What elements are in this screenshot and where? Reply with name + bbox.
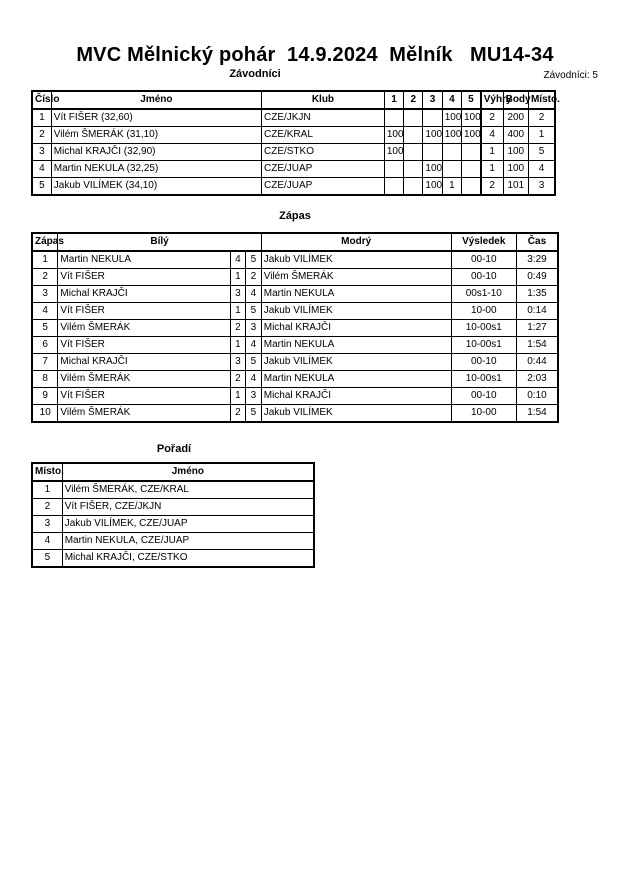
ranking-heading: Pořadí (156, 443, 192, 455)
competitor-number: 5 (32, 178, 51, 196)
match-blue-name: Jakub VILÍMEK (261, 354, 451, 371)
ranking-row (32, 516, 314, 533)
match-number: 6 (32, 337, 58, 354)
match-blue-name: Vilém ŠMERÁK (261, 269, 451, 286)
match-result: 00s1-10 (451, 286, 516, 303)
match-white-name: Vít FIŠER (58, 303, 230, 320)
competitor-club: CZE/JKJN (261, 109, 384, 127)
match-result: 10-00s1 (451, 320, 516, 337)
competitor-row (32, 127, 555, 144)
competitor-name: Michal KRAJČI (32,90) (51, 144, 261, 161)
competitor-name: Jakub VILÍMEK (34,10) (51, 178, 261, 196)
match-blue-number: 5 (246, 303, 262, 320)
match-white-name: Martin NEKULA (58, 251, 230, 269)
match-result: 10-00s1 (451, 371, 516, 388)
competitors-count: Závodníci: 5 (543, 70, 598, 81)
competitor-club: CZE/STKO (261, 144, 384, 161)
col-number: Číslo (32, 91, 51, 109)
match-white-name: Vilém ŠMERÁK (58, 371, 230, 388)
match-blue-number: 3 (246, 320, 262, 337)
match-white-name: Vilém ŠMERÁK (58, 320, 230, 337)
competitor-round-5: 100 (461, 127, 480, 144)
match-number: 10 (32, 405, 58, 423)
match-white-name: Michal KRAJČI (58, 354, 230, 371)
match-row (32, 405, 558, 423)
match-blue-name: Martin NEKULA (261, 286, 451, 303)
match-white-name: Vít FIŠER (58, 269, 230, 286)
match-blue-number: 5 (246, 354, 262, 371)
competitor-wins: 1 (481, 161, 503, 178)
match-white-number: 1 (230, 337, 246, 354)
match-row (32, 337, 558, 354)
ranking-row (32, 481, 314, 499)
match-time: 0:49 (516, 269, 558, 286)
ranking-place: 4 (32, 533, 62, 550)
col-name: Jméno (51, 91, 261, 109)
competitor-name: Martin NEKULA (32,25) (51, 161, 261, 178)
match-white-number: 1 (230, 269, 246, 286)
col-rank-place: Místo. (32, 463, 62, 481)
match-white-number: 2 (230, 320, 246, 337)
competitor-wins: 2 (481, 109, 503, 127)
match-number: 4 (32, 303, 58, 320)
match-blue-number: 5 (246, 251, 262, 269)
competitor-name: Vít FIŠER (32,60) (51, 109, 261, 127)
ranking-row (32, 550, 314, 568)
col-round-1: 1 (384, 91, 403, 109)
match-number: 5 (32, 320, 58, 337)
match-result: 00-10 (451, 251, 516, 269)
col-points: Body (503, 91, 528, 109)
match-blue-name: Michal KRAJČI (261, 320, 451, 337)
col-place: Místo. (528, 91, 555, 109)
match-time: 2:03 (516, 371, 558, 388)
match-blue-number: 3 (246, 388, 262, 405)
match-number: 1 (32, 251, 58, 269)
match-white-number: 4 (230, 251, 246, 269)
matches-heading: Zápas (279, 210, 311, 222)
competitors-heading: Závodníci (229, 68, 281, 80)
match-white-name: Vít FIŠER (58, 337, 230, 354)
ranking-place: 2 (32, 499, 62, 516)
match-blue-name: Martin NEKULA (261, 337, 451, 354)
competitor-round-1 (384, 109, 403, 127)
competitor-wins: 4 (481, 127, 503, 144)
col-club: Klub (261, 91, 384, 109)
competitor-number: 1 (32, 109, 51, 127)
competitor-round-3: 100 (423, 161, 442, 178)
match-white-number: 3 (230, 354, 246, 371)
match-blue-name: Jakub VILÍMEK (261, 405, 451, 423)
match-result: 00-10 (451, 269, 516, 286)
col-rank-name: Jméno (62, 463, 314, 481)
competitor-club: CZE/JUAP (261, 178, 384, 196)
competitor-round-2 (404, 109, 423, 127)
competitor-round-4 (442, 161, 461, 178)
match-number: 3 (32, 286, 58, 303)
ranking-row (32, 499, 314, 516)
ranking-place: 1 (32, 481, 62, 499)
ranking-table (31, 462, 315, 568)
competitor-name: Vilém ŠMERÁK (31,10) (51, 127, 261, 144)
competitor-round-4 (442, 144, 461, 161)
competitor-round-3 (423, 144, 442, 161)
competitor-number: 3 (32, 144, 51, 161)
col-match-no: Zápas (32, 233, 58, 251)
match-white-name: Vít FIŠER (58, 388, 230, 405)
ranking-row (32, 533, 314, 550)
ranking-place: 5 (32, 550, 62, 568)
competitor-wins: 1 (481, 144, 503, 161)
ranking-header-row (32, 463, 314, 481)
match-time: 1:27 (516, 320, 558, 337)
competitor-points: 200 (503, 109, 528, 127)
competitor-number: 2 (32, 127, 51, 144)
ranking-name: Michal KRAJČI, CZE/STKO (62, 550, 314, 568)
competitor-points: 400 (503, 127, 528, 144)
match-white-name: Michal KRAJČI (58, 286, 230, 303)
match-number: 7 (32, 354, 58, 371)
match-number: 2 (32, 269, 58, 286)
match-blue-name: Michal KRAJČI (261, 388, 451, 405)
match-result: 00-10 (451, 354, 516, 371)
match-time: 0:10 (516, 388, 558, 405)
match-white-number: 1 (230, 303, 246, 320)
competitor-row (32, 178, 555, 196)
col-blue: Modrý (261, 233, 451, 251)
match-number: 9 (32, 388, 58, 405)
matches-header-row (32, 233, 558, 251)
match-white-number: 2 (230, 405, 246, 423)
competitor-round-2 (404, 178, 423, 196)
match-blue-number: 4 (246, 337, 262, 354)
competitors-header-row (32, 91, 555, 109)
competitor-round-1: 100 (384, 127, 403, 144)
col-result: Výsledek (451, 233, 516, 251)
match-time: 1:35 (516, 286, 558, 303)
competitor-round-4: 100 (442, 127, 461, 144)
competitor-club: CZE/KRAL (261, 127, 384, 144)
match-result: 00-10 (451, 388, 516, 405)
match-white-number: 1 (230, 388, 246, 405)
match-row (32, 371, 558, 388)
competitor-place: 1 (528, 127, 555, 144)
matches-table (31, 232, 559, 423)
match-blue-name: Jakub VILÍMEK (261, 303, 451, 320)
competitor-club: CZE/JUAP (261, 161, 384, 178)
competitor-round-4: 100 (442, 109, 461, 127)
competitor-round-1 (384, 161, 403, 178)
match-blue-name: Jakub VILÍMEK (261, 251, 451, 269)
competitor-place: 4 (528, 161, 555, 178)
match-time: 3:29 (516, 251, 558, 269)
ranking-name: Vít FIŠER, CZE/JKJN (62, 499, 314, 516)
col-white: Bílý (58, 233, 261, 251)
competitor-round-3: 100 (423, 178, 442, 196)
match-white-name: Vilém ŠMERÁK (58, 405, 230, 423)
competitor-round-3 (423, 109, 442, 127)
competitor-round-1 (384, 178, 403, 196)
ranking-name: Jakub VILÍMEK, CZE/JUAP (62, 516, 314, 533)
competitor-round-2 (404, 161, 423, 178)
competitor-round-5 (461, 178, 480, 196)
match-number: 8 (32, 371, 58, 388)
ranking-name: Vilém ŠMERÁK, CZE/KRAL (62, 481, 314, 499)
col-round-4: 4 (442, 91, 461, 109)
match-row (32, 286, 558, 303)
competitor-round-1: 100 (384, 144, 403, 161)
page-title: MVC Mělnický pohár 14.9.2024 Mělník MU14-34 (76, 44, 554, 66)
match-result: 10-00 (451, 405, 516, 423)
competitor-round-5: 100 (461, 109, 480, 127)
match-blue-number: 4 (246, 286, 262, 303)
match-blue-number: 5 (246, 405, 262, 423)
col-round-5: 5 (461, 91, 480, 109)
competitor-round-2 (404, 144, 423, 161)
match-row (32, 320, 558, 337)
competitor-row (32, 109, 555, 127)
match-row (32, 303, 558, 320)
competitor-points: 100 (503, 144, 528, 161)
match-time: 1:54 (516, 405, 558, 423)
competitor-points: 100 (503, 161, 528, 178)
match-time: 1:54 (516, 337, 558, 354)
match-blue-number: 4 (246, 371, 262, 388)
match-result: 10-00s1 (451, 337, 516, 354)
match-white-number: 3 (230, 286, 246, 303)
match-row (32, 354, 558, 371)
competitors-table (31, 90, 560, 196)
competitor-round-5 (461, 161, 480, 178)
competitor-place: 5 (528, 144, 555, 161)
competitor-row (32, 144, 555, 161)
match-time: 0:44 (516, 354, 558, 371)
competitor-round-4: 1 (442, 178, 461, 196)
col-round-2: 2 (404, 91, 423, 109)
ranking-place: 3 (32, 516, 62, 533)
match-white-number: 2 (230, 371, 246, 388)
match-time: 0:14 (516, 303, 558, 320)
competitor-wins: 2 (481, 178, 503, 196)
competitor-row (32, 161, 555, 178)
competitor-place: 2 (528, 109, 555, 127)
ranking-name: Martin NEKULA, CZE/JUAP (62, 533, 314, 550)
match-result: 10-00 (451, 303, 516, 320)
col-wins: Výhry (481, 91, 503, 109)
match-blue-name: Martin NEKULA (261, 371, 451, 388)
competitor-place: 3 (528, 178, 555, 196)
competitor-round-3: 100 (423, 127, 442, 144)
match-row (32, 388, 558, 405)
match-blue-number: 2 (246, 269, 262, 286)
col-round-3: 3 (423, 91, 442, 109)
match-row (32, 251, 558, 269)
col-time: Čas (516, 233, 558, 251)
competitor-round-5 (461, 144, 480, 161)
competitor-points: 101 (503, 178, 528, 196)
competitor-number: 4 (32, 161, 51, 178)
competitor-round-2 (404, 127, 423, 144)
match-row (32, 269, 558, 286)
